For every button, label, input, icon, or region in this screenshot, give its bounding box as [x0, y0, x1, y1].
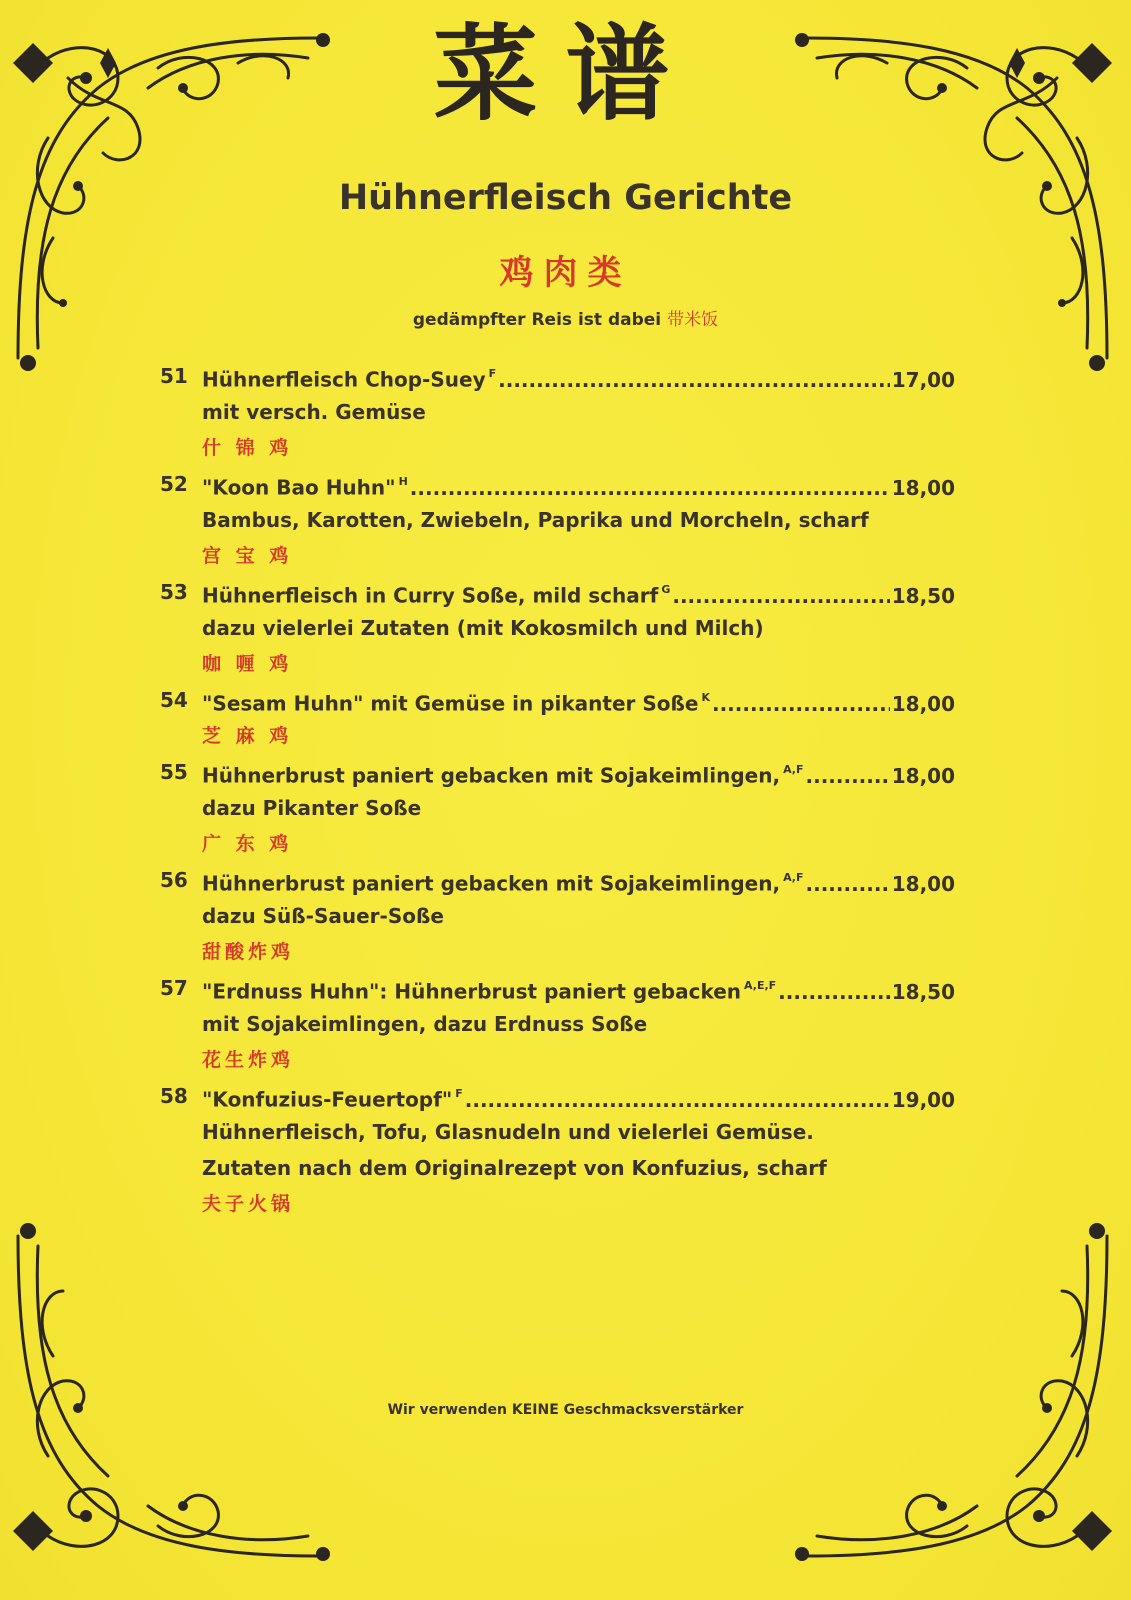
- menu-item-chinese-name: 什 锦 鸡: [202, 437, 293, 459]
- menu-item-name-wrap: [202, 1078, 463, 1118]
- allergen-codes: F: [455, 1087, 463, 1100]
- rice-note-chinese: 带米饭: [667, 310, 719, 330]
- allergen-codes: A,E,F: [744, 979, 777, 992]
- menu-item-header: [160, 574, 955, 610]
- menu-item-name-wrap: [202, 358, 496, 398]
- menu-item-description: dazu vielerlei Zutaten (mit Kokosmilch und Milch): [202, 616, 764, 640]
- dot-leader: [672, 578, 889, 614]
- menu-item-chinese-name: 宫 宝 鸡: [202, 545, 293, 567]
- dot-leader: [806, 866, 890, 902]
- menu-item: [160, 574, 955, 682]
- allergen-codes: G: [661, 583, 671, 596]
- menu-item-chinese-name: 广 东 鸡: [202, 833, 293, 855]
- menu-item-description: mit versch. Gemüse: [202, 400, 426, 424]
- menu-item-name-wrap: [202, 754, 804, 794]
- menu-item-name: "Koon Bao Huhn": [202, 475, 396, 500]
- menu-item: [160, 466, 955, 574]
- menu-item-chinese-name: 花生炸鸡: [202, 1049, 295, 1071]
- rice-note: [0, 305, 1131, 330]
- menu-item: [160, 682, 955, 754]
- dot-leader: [806, 758, 890, 794]
- section-title: Hühnerfleisch Gerichte: [338, 178, 793, 218]
- menu-item-number: 55: [160, 760, 188, 784]
- menu-item-price: 18,00: [891, 475, 955, 500]
- menu-item-chinese-name: 咖 喱 鸡: [202, 653, 293, 675]
- menu-item-name-wrap: [202, 970, 776, 1010]
- menu-item-name: Hühnerbrust paniert gebacken mit Sojakeimlingen,: [202, 763, 781, 788]
- menu-item-header: [160, 754, 955, 790]
- menu-item-header: [160, 466, 955, 502]
- menu-item: [160, 970, 955, 1078]
- menu-item-name: "Konfuzius-Feuertopf": [202, 1087, 453, 1112]
- menu-item-number: 53: [160, 580, 188, 604]
- menu-item-price: 17,00: [891, 367, 955, 392]
- menu-item-description: dazu Pikanter Soße: [202, 796, 422, 820]
- allergen-codes: F: [488, 367, 497, 380]
- menu-item-header: [160, 682, 955, 718]
- menu-item-number: 54: [160, 688, 188, 712]
- menu-item: [160, 862, 955, 970]
- menu-item: [160, 1078, 955, 1222]
- section-title-chinese: 鸡肉类: [499, 253, 632, 293]
- menu-item-name: "Erdnuss Huhn": Hühnerbrust paniert gebacken: [202, 979, 742, 1004]
- menu-item-chinese-name: 夫子火锅: [202, 1193, 295, 1215]
- menu-list: [160, 358, 955, 1222]
- dot-leader: [465, 1082, 890, 1118]
- menu-item-name-wrap: [202, 466, 408, 506]
- footer-note: Wir verwenden KEINE Geschmacksverstärker: [387, 1402, 744, 1418]
- menu-item-header: [160, 1078, 955, 1114]
- menu-item-number: 58: [160, 1084, 188, 1108]
- menu-item-price: 18,50: [891, 583, 955, 608]
- menu-item-price: 18,00: [891, 763, 955, 788]
- menu-item-price: 19,00: [891, 1087, 955, 1112]
- menu-item-name-wrap: [202, 574, 670, 614]
- rice-note-text: gedämpfter Reis ist dabei: [412, 310, 662, 330]
- menu-item-price: 18,50: [891, 979, 955, 1004]
- menu-item-name: Hühnerbrust paniert gebacken mit Sojakeimlingen,: [202, 871, 781, 896]
- dot-leader: [498, 362, 890, 398]
- allergen-codes: H: [398, 475, 408, 488]
- allergen-codes: A,F: [783, 763, 804, 776]
- dot-leader: [712, 686, 890, 722]
- allergen-codes: A,F: [783, 871, 804, 884]
- menu-item-name: Hühnerfleisch in Curry Soße, mild scharf: [202, 583, 659, 608]
- menu-item: [160, 754, 955, 862]
- corner-ornament-bottom-left: [8, 1216, 338, 1576]
- dot-leader: [410, 470, 890, 506]
- menu-item-description: dazu Süß-Sauer-Soße: [202, 904, 444, 928]
- menu-item-number: 51: [160, 364, 188, 388]
- menu-item-description: Bambus, Karotten, Zwiebeln, Paprika und Morcheln, scharf: [202, 508, 869, 532]
- menu-item-price: 18,00: [891, 691, 955, 716]
- menu-title-chinese: 菜谱: [433, 12, 698, 135]
- menu-item-header: [160, 862, 955, 898]
- menu-item-description: Zutaten nach dem Originalrezept von Konfuzius, scharf: [202, 1156, 827, 1180]
- allergen-codes: K: [701, 691, 710, 704]
- menu-item-name-wrap: [202, 862, 804, 902]
- menu-item-chinese-name: 甜酸炸鸡: [202, 941, 295, 963]
- menu-item-price: 18,00: [891, 871, 955, 896]
- menu-item-description: mit Sojakeimlingen, dazu Erdnuss Soße: [202, 1012, 648, 1036]
- dot-leader: [778, 974, 890, 1010]
- menu-item-name: "Sesam Huhn" mit Gemüse in pikanter Soße: [202, 691, 699, 716]
- menu-item-name-wrap: [202, 682, 710, 722]
- menu-item-number: 56: [160, 868, 188, 892]
- menu-item-number: 57: [160, 976, 188, 1000]
- menu-item-header: [160, 358, 955, 394]
- menu-item-header: [160, 970, 955, 1006]
- menu-item-description: Hühnerfleisch, Tofu, Glasnudeln und vielerlei Gemüse.: [202, 1120, 814, 1144]
- menu-item-chinese-name: 芝 麻 鸡: [202, 725, 293, 747]
- menu-item: [160, 358, 955, 466]
- corner-ornament-bottom-right: [787, 1216, 1117, 1576]
- menu-item-name: Hühnerfleisch Chop-Suey: [202, 367, 486, 392]
- menu-item-number: 52: [160, 472, 188, 496]
